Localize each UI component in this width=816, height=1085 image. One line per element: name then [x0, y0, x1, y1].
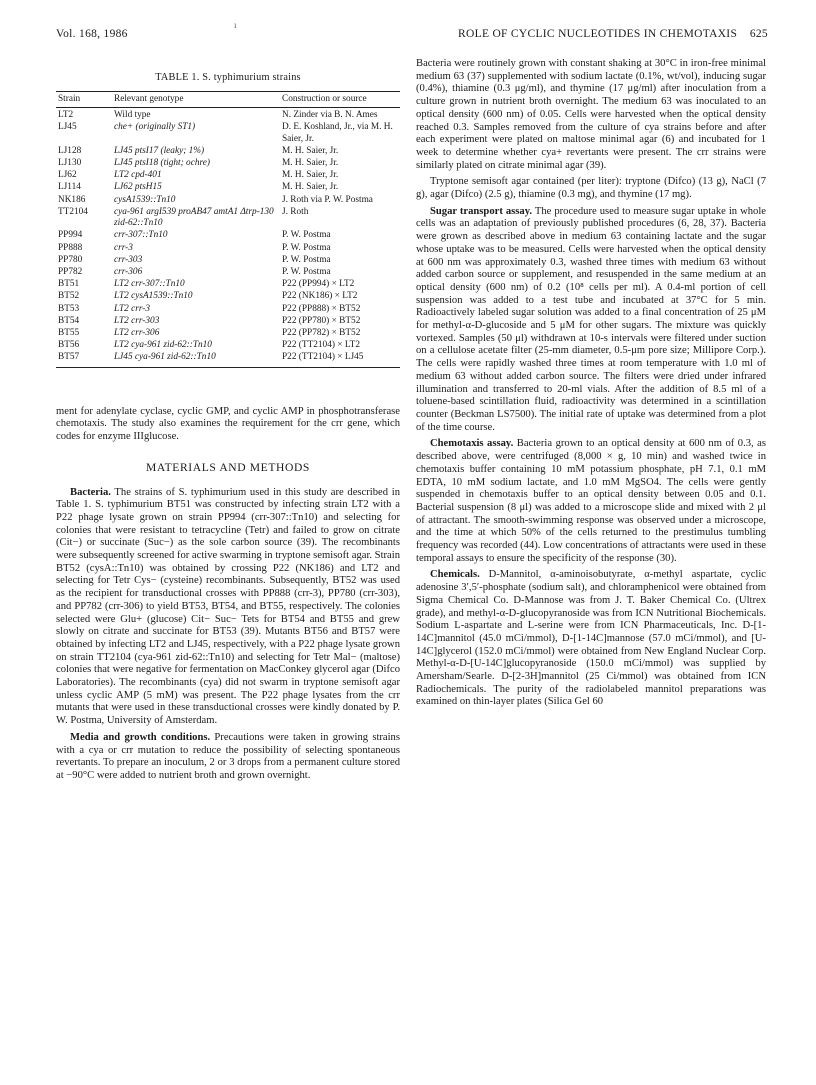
chemicals-heading: Chemicals.: [430, 569, 480, 581]
table-row: [56, 254, 400, 266]
cell-genotype: cya-961 argI539 proAB47 amtA1 Δtrp-130 zid-62::Tn10: [114, 206, 274, 229]
cell-strain: BT55: [58, 327, 80, 338]
cell-source: P22 (NK186) × LT2: [282, 291, 358, 302]
chemicals-body: D-Mannitol, α-aminoisobutyrate, α-methyl aspartate, cyclic adenosine 3′,5′-phosphate (sodium salt), and chloramphenicol were obtained from Sigma Chemical Co. D-Mannose was from J. T. Baker Chemical Co. (Ultrex grade), and methyl-α-D-glucopyranoside was from ICN Nutritional Biochemicals. Sodium L-aspartate and L-serine were from ICN Pharmaceuticals, Inc. D-[1-14C]mannitol (45.0 mCi/mmol), D-[1-14C]mannose (57.0 mCi/mmol), and [U-14C]glycerol (152.0 mCi/mmol) were obtained from New England Nuclear Corp. Methyl-α-D-[U-14C]glucopyranoside (150.0 mCi/mmol) was supplied by Amersham/Searle. D-[2-3H]mannitol (25 Ci/mmol) was obtained from ICN Radiochemicals. The purity of the radiolabeled mannitol preparations was examined on thin-layer plates (Silica Gel 60: [416, 569, 766, 708]
cell-source: M. H. Saier, Jr.: [282, 158, 339, 169]
table-row: [56, 340, 400, 352]
table-header-row: [56, 91, 400, 107]
cell-genotype: crr-303: [114, 254, 143, 265]
chemotaxis-paragraph: [416, 438, 766, 565]
cell-strain: BT51: [58, 279, 80, 290]
cell-strain: BT52: [58, 291, 80, 302]
table-row: [56, 122, 400, 146]
table-row: [56, 230, 400, 242]
cell-genotype: LT2 crr-306: [114, 327, 160, 338]
cell-source: P22 (PP994) × LT2: [282, 279, 355, 290]
strains-table: [56, 91, 400, 368]
chemotaxis-heading: Chemotaxis assay.: [430, 438, 514, 450]
cell-source: J. Roth: [282, 206, 309, 217]
cell-genotype: LT2 cya-961 zid-62::Tn10: [114, 340, 212, 351]
cell-genotype: crr-307::Tn10: [114, 230, 168, 241]
cell-source: J. Roth via P. W. Postma: [282, 194, 373, 205]
cell-strain: TT2104: [58, 206, 88, 217]
cell-source: M. H. Saier, Jr.: [282, 182, 339, 193]
table-row: [56, 194, 400, 206]
cell-source: P22 (PP780) × BT52: [282, 315, 361, 326]
intro-paragraph: ment for adenylate cyclase, cyclic GMP, and cyclic AMP in phosphotransferase chemotaxis. The study also examines the requirement for the crr gene, which codes for enzyme IIIglucose.: [56, 405, 400, 443]
header-mark: ı: [234, 20, 237, 30]
media-body: Precautions were taken in growing strains with a cya or crr mutation to reduce the possibility of selecting spontaneous revertants. To prepare an inoculum, 2 or 3 drops from a permanent culture stored at −90°C were added to nutrient broth and grown overnight.: [56, 731, 400, 781]
cell-genotype: LT2 cpd-401: [114, 170, 162, 181]
cell-strain: BT54: [58, 315, 80, 326]
table-row: [56, 158, 400, 170]
table-row: [56, 303, 400, 315]
right-column: [416, 58, 766, 709]
cell-genotype: crr-3: [114, 242, 133, 253]
table-row: [56, 108, 400, 122]
table-row: [56, 206, 400, 230]
cell-strain: BT53: [58, 303, 80, 314]
cell-genotype: Wild type: [114, 110, 151, 121]
cell-source: P22 (PP782) × BT52: [282, 327, 361, 338]
cell-genotype: che+ (originally ST1): [114, 122, 196, 133]
cell-genotype: LJ62 ptsH15: [114, 182, 162, 193]
cell-genotype: LT2 crr-307::Tn10: [114, 279, 185, 290]
table-body: [56, 108, 400, 368]
cell-source: P. W. Postma: [282, 254, 331, 265]
left-column: [56, 58, 400, 783]
cell-genotype: cysA1539::Tn10: [114, 194, 176, 205]
journal-volume: Vol. 168, 1986: [56, 28, 128, 40]
bacteria-heading: Bacteria.: [70, 486, 111, 498]
running-title-page-number: ROLE OF CYCLIC NUCLEOTIDES IN CHEMOTAXIS 625: [458, 28, 768, 40]
cell-strain: LJ45: [58, 122, 77, 133]
table-row: [56, 328, 400, 340]
cell-strain: PP782: [58, 266, 83, 277]
cell-source: P. W. Postma: [282, 266, 331, 277]
bacteria-paragraph: [56, 487, 400, 728]
table-row: [56, 352, 400, 367]
sugar-transport-paragraph: [416, 206, 766, 435]
sugar-transport-body: The procedure used to measure sugar uptake in whole cells was an adaptation of previously published procedures (6, 28, 37). Bacteria were grown as described above in medium 63 containing lactate and the sugar whose uptake was to be measured. Cells were harvested when the optical density at 600 nm was approximately 0.3, washed three times with medium 63 without added carbon source or supplement, and resuspended in the same medium at an optical density (600 nm) of 0.2 (10⁸ cells per ml). A 0.4-ml portion of cell suspension was added to a test tube and incubated at 37°C for 5 min. Radioactively labeled sugar solution was added to a final concentration of 25 μM for methyl-α-D-glucoside and 5 μM for other sugars. The mixture was quickly vortexed. Samples (50 μl) withdrawn at 10-s intervals were filtered under suction on a cellulose acetate filter (25-mm diameter, 0.5-μm pore size; Millipore Corp.). The cells were rapidly washed three times at room temperature with 1.0 ml of medium 63 without added carbon source. The filters were dried under infrared illumination and transferred to 20-ml vials. After the addition of 8.5 ml of a toluene-based scintillation fluid, radioactivity was determined in a scintillation counter (Beckman LS7500). The initial rate of uptake was determined from a plot of the time course.: [416, 205, 767, 433]
cell-strain: NK186: [58, 194, 86, 205]
table-caption: TABLE 1. S. typhimurium strains: [155, 72, 301, 83]
cell-strain: LJ130: [58, 158, 82, 169]
table-row: [56, 315, 400, 327]
cell-source: P. W. Postma: [282, 230, 331, 241]
cell-strain: PP780: [58, 254, 83, 265]
cell-strain: LT2: [58, 110, 74, 121]
table-row: [56, 170, 400, 182]
table-row: [56, 182, 400, 194]
cell-genotype: LJ45 ptsI18 (tight; ochre): [114, 158, 210, 169]
cell-genotype: LT2 crr-303: [114, 315, 160, 326]
table-row: [56, 279, 400, 291]
cell-genotype: crr-306: [114, 266, 143, 277]
running-header: [56, 20, 768, 44]
bacteria-body: The strains of S. typhimurium used in this study are described in Table 1. S. typhimurium BT51 was constructed by infecting strain LT2 with a P22 phage lysate grown on strain PP994 (crr-307::Tn10) and selecting for colonies that were resistant to tetracycline (Tetr) and failed to grow on citrate (Cit−) or succinate (Suc−) as the sole carbon source (39). The recombinants were subsequently screened for active swarming in tryptone semisoft agar. Strain BT52 (cysA::Tn10) was obtained by crossing P22 (NK186) and LT2 and selecting for Tetr Cys− (cysteine) recombinants. Subsequently, BT52 was used as the recipient for transductional crosses with PP888 (crr-3), PP780 (crr-303), and PP782 (crr-306) to yield BT53, BT54, and BT55, respectively. The colonies selected were Glu+ (glucose) Cit− Suc− Tets for BT54 and BT55 and grew slowly on citrate and succinate for BT53 (39). Mutants BT56 and BT57 were obtained by infecting LT2 and LJ45, respectively, with a P22 phage lysate grown on strain TT2104 (cya-961 zid-62::Tn10) and selecting for Tetr Mal− (maltose) colonies that were negative for fermentation on MacConkey glycerol agar (Difco Laboratories). The recombinants (cya) did not swarm in tryptone semisoft agar unless cyclic AMP (5 mM) was present. The P22 phage lysates from the crr mutants that were used in these transductional crosses were kindly donated by P. W. Postma, University of Amsterdam.: [56, 486, 400, 727]
growth-paragraph: Bacteria were routinely grown with constant shaking at 30°C in iron-free minimal medium 63 (37) supplemented with sodium lactate (0.1%, wt/vol), inducing sugar (0.4%), thiamine (0.3 μg/ml), and thymine (17 μg/ml) after inoculation from a culture grown in nutrient broth overnight. The medium 63 was inoculated to an optical density (600 nm) of 0.05. Cells were harvested when the optical density reached 0.3. Samples removed from the culture of cya strains before and after each experiment were plated on maltose minimal agar (6) and incubated for 1 week to determine whether cya+ revertants were present. The crr strains were similarly plated on citrate minimal agar (39).: [416, 58, 766, 171]
table-row: [56, 267, 400, 279]
cell-source: N. Zinder via B. N. Ames: [282, 110, 378, 121]
sugar-transport-heading: Sugar transport assay.: [430, 205, 533, 217]
agar-paragraph: Tryptone semisoft agar contained (per liter): tryptone (Difco) (13 g), NaCl (7 g), agar (Difco) (2.5 g), thiamine (0.3 mg), and thymine (17 mg).: [416, 176, 766, 201]
cell-genotype: LJ45 ptsI17 (leaky; 1%): [114, 145, 205, 156]
cell-source: P22 (TT2104) × LT2: [282, 340, 360, 351]
cell-strain: LJ62: [58, 170, 77, 181]
header-genotype: Relevant genotype: [114, 91, 282, 107]
header-strain: Strain: [56, 91, 114, 107]
cell-source: P22 (TT2104) × LJ45: [282, 352, 400, 367]
cell-strain: BT57: [56, 352, 114, 367]
cell-source: P. W. Postma: [282, 242, 331, 253]
cell-source: M. H. Saier, Jr.: [282, 145, 339, 156]
chemotaxis-body: Bacteria grown to an optical density at 600 nm of 0.3, as described above, were centrifuged (8,000 × g, 10 min) and washed twice in chemotaxis buffer containing 10 mM potassium phosphate, pH 7.1, 0.1 mM EDTA, 10 mM sodium lactate, and 1.0 mM MgSO4. The cells were gently suspended in chemotaxis buffer to an optical density between 0.05 and 0.1. Bacterial suspension (8 μl) was added to a microscope slide and mixed with 2 μl of attractant. The smooth-swimming response was observed under a microscope, and the time at which 50% of the cells returned to the prestimulus tumbling frequency was recorded (44). Low concentrations of attractants were used in these temporal assays to ensure the specificity of the response (30).: [416, 438, 766, 564]
chemicals-paragraph: [416, 569, 766, 709]
media-heading: Media and growth conditions.: [70, 731, 211, 743]
cell-strain: LJ114: [58, 182, 81, 193]
cell-genotype: LT2 crr-3: [114, 303, 151, 314]
cell-strain: PP888: [58, 242, 83, 253]
section-title: MATERIALS AND METHODS: [146, 460, 310, 474]
table-row: [56, 146, 400, 158]
table-row: [56, 242, 400, 254]
cell-strain: LJ128: [58, 145, 82, 156]
table-row: [56, 291, 400, 303]
cell-genotype: LT2 cysA1539::Tn10: [114, 291, 193, 302]
cell-genotype: LJ45 cya-961 zid-62::Tn10: [114, 352, 282, 367]
cell-strain: BT56: [58, 340, 80, 351]
cell-source: D. E. Koshland, Jr., via M. H. Saier, Jr.: [282, 122, 393, 144]
cell-strain: PP994: [58, 230, 83, 241]
header-source: Construction or source: [282, 91, 400, 107]
cell-source: P22 (PP888) × BT52: [282, 303, 361, 314]
cell-source: M. H. Saier, Jr.: [282, 170, 339, 181]
media-paragraph: [56, 732, 400, 783]
